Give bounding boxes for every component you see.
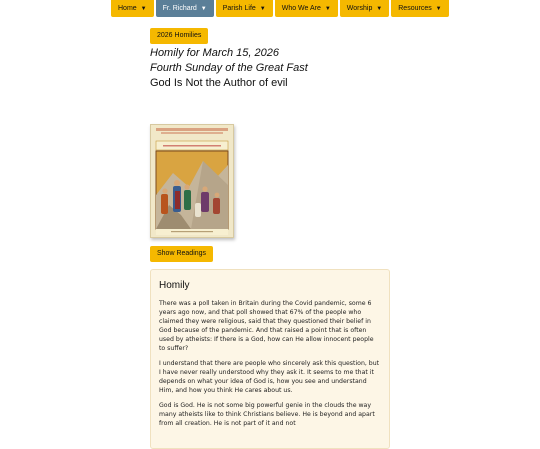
main-content: [150, 24, 390, 427]
homily-box-heading: Homily: [159, 280, 190, 291]
nav-worship-label: Worship: [346, 5, 373, 12]
icon-image: [150, 124, 234, 238]
chevron-down-icon: ▼: [140, 6, 147, 12]
show-readings-button[interactable]: Show Readings: [150, 246, 213, 262]
chevron-down-icon: ▼: [435, 6, 442, 12]
chevron-down-icon: ▼: [200, 6, 207, 12]
icon-illustration: [151, 125, 233, 237]
nav-fr-richard[interactable]: [156, 0, 214, 17]
chevron-down-icon: ▼: [324, 6, 331, 12]
homily-heading: [150, 46, 308, 91]
nav-who-we-are[interactable]: [275, 0, 338, 17]
homily-box: [150, 269, 390, 449]
homily-paragraph: There was a poll taken in Britain during the Covid pandemic, some 6 years ago now, and that poll showed that 67% of the people who claimed they were religious, said that they questioned their belief in God because of the pandemic. And that raised a point that is often used by atheists: If there is a God, how can He allow innocent people to suffer?: [159, 300, 374, 352]
nav-parish-life-label: Parish Life: [222, 5, 256, 12]
nav-parish-life[interactable]: [216, 0, 273, 17]
homily-title: God Is Not the Author of evil: [150, 77, 288, 89]
homilies-year-button[interactable]: 2026 Homilies: [150, 28, 208, 44]
nav-resources[interactable]: [391, 0, 448, 17]
nav-resources-label: Resources: [398, 5, 432, 12]
chevron-down-icon: ▼: [376, 6, 383, 12]
nav-home[interactable]: [111, 0, 154, 17]
homily-sunday: Fourth Sunday of the Great Fast: [150, 62, 308, 74]
homily-paragraph: God is God. He is not some big powerful genie in the clouds the way many atheists like to think Christians believe. He is beyond and apart from all creation. He is not part of it and not: [159, 402, 375, 427]
nav-fr-richard-label: Fr. Richard: [162, 5, 197, 12]
main-nav: [111, 0, 449, 17]
nav-who-we-are-label: Who We Are: [281, 5, 321, 12]
homily-date: Homily for March 15, 2026: [150, 47, 279, 59]
nav-home-label: Home: [118, 5, 137, 12]
chevron-down-icon: ▼: [259, 6, 266, 12]
homily-paragraph: I understand that there are people who sincerely ask this question, but I have never really understood why they ask it. It seems to me that it depends on what your idea of God is, how you see and understand Him, and how you think He cares about us.: [159, 360, 380, 394]
nav-worship[interactable]: [340, 0, 389, 17]
